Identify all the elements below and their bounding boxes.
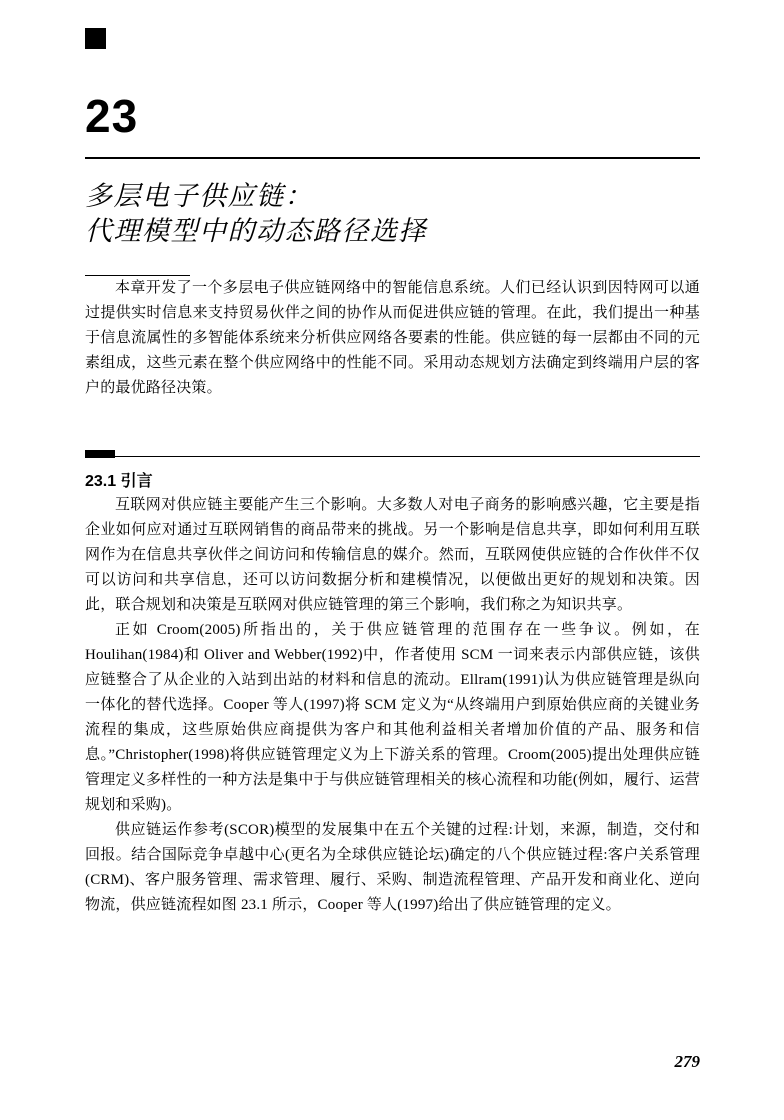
body-paragraph-3: 供应链运作参考(SCOR)模型的发展集中在五个关键的过程:计划，来源，制造，交付和回报。结合国际竞争卓越中心(更名为全球供应链论坛)确定的八个供应链过程:客户关系管理(CRM)、客户服务管理、需求管理、履行、采购、制造流程管理、产品开发和商业化、逆向物流，供应链流程如图 23.1 所示，Cooper 等人(1997)给出了供应链管理的定义。 [85, 822, 700, 913]
section-divider-bar [85, 450, 115, 458]
body-paragraph-2: 正如 Croom(2005)所指出的，关于供应链管理的范围存在一些争议。例如，在 Houlihan(1984)和 Oliver and Webber(1992)中，作者使用 SCM 一词来表示内部供应链，该供应链整合了从企业的入站到出站的材料和信息的流动。Ellram(1991)认为供应链管理是纵向一体化的替代选择。Cooper 等人(1997)将 SCM 定义为“从终端用户到原始供应商的关键业务流程的集成，这些原始供应商提供为客户和其他利益相关者增加价值的产品、服务和信息。”Christopher(1998)将供应链管理定义为上下游关系的管理。Croom(2005)提出处理供应链管理定义多样性的一种方法是集中于与供应链管理相关的核心流程和功能(例如，履行、运营规划和采购)。 [85, 622, 700, 813]
chapter-title-line1: 多层电子供应链： [85, 181, 313, 211]
abstract-paragraph: 本章开发了一个多层电子供应链网络中的智能信息系统。人们已经认识到因特网可以通过提供实时信息来支持贸易伙伴之间的协作从而促进供应链的管理。在此，我们提出一种基于信息流属性的多智能体系统来分析供应网络各要素的性能。供应链的每一层都由不同的元素组成，这些元素在整个供应网络中的性能不同。采用动态规划方法确定到终端用户层的客户的最优路径决策。 [85, 280, 700, 396]
chapter-marker-square [85, 28, 106, 49]
section-heading: 23.1 引言 [85, 473, 153, 490]
chapter-title [85, 179, 700, 249]
chapter-title-line2: 代理模型中的动态路径选择 [85, 216, 427, 246]
body-paragraph-1: 互联网对供应链主要能产生三个影响。大多数人对电子商务的影响感兴趣，它主要是指企业如何应对通过互联网销售的商品带来的挑战。另一个影响是信息共享，即如何利用互联网作为在信息共享伙伴之间访问和传输信息的媒介。然而，互联网使供应链的合作伙伴不仅可以访问和共享信息，还可以访问数据分析和建模情况，以便做出更好的规划和决策。因此，联合规划和决策是互联网对供应链管理的第三个影响，我们称之为知识共享。 [85, 497, 700, 613]
chapter-number: 23 [85, 90, 139, 142]
chapter-rule [85, 157, 700, 159]
page-number: 279 [674, 1052, 700, 1071]
section-divider [85, 449, 700, 457]
